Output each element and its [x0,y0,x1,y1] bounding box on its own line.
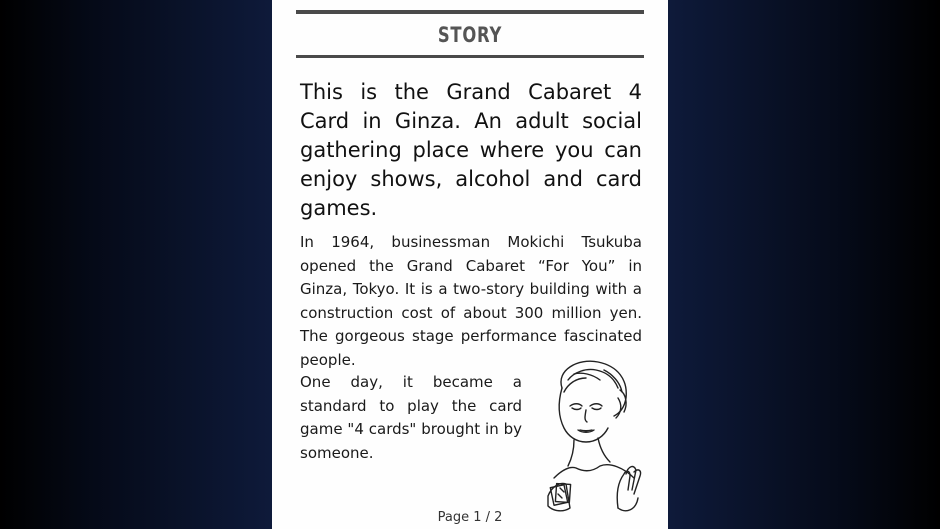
left-background [0,0,272,529]
story-paragraph-1: In 1964, businessman Mokichi Tsukuba opened the Grand Cabaret “For You” in Ginza, Tokyo. It is a two-story building with a construction cost of about 300 million yen. The gorgeous stage performance fascinated people. [300,233,642,369]
right-background [668,0,940,529]
page-indicator: Page 1 / 2 [437,510,503,525]
woman-holding-cards-illustration [534,358,658,518]
story-page [272,0,668,529]
heading-bottom-rule [296,55,644,58]
story-heading: STORY [437,23,503,47]
heading-top-rule [296,10,644,14]
story-lead-text: This is the Grand Cabaret 4 Card in Ginza. An adult social gathering place where you can enjoy shows, alcohol and card games. [300,80,642,220]
story-paragraph-2: One day, it became a standard to play the card game "4 cards" brought in by someone. [300,373,522,462]
